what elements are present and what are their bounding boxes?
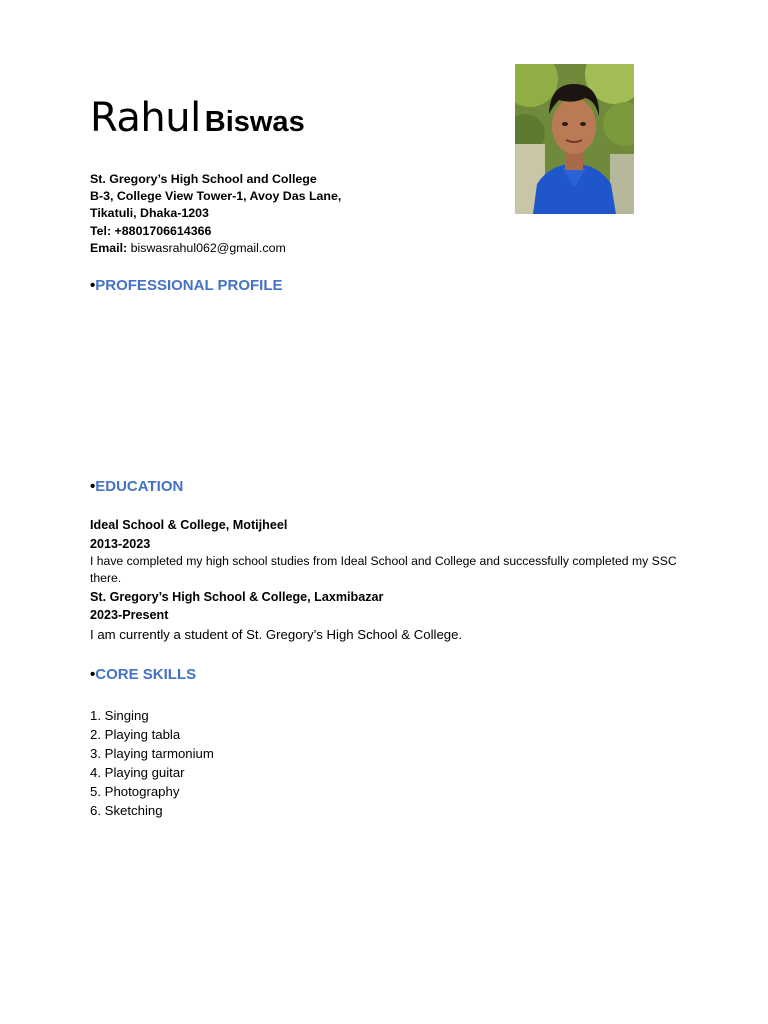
list-item: 4. Playing guitar <box>90 765 185 780</box>
first-name: Rahul <box>90 95 201 141</box>
contact-tel: Tel: +8801706614366 <box>90 223 212 238</box>
profile-photo <box>515 64 634 214</box>
section-heading-education <box>90 478 183 495</box>
last-name: Biswas <box>204 106 305 138</box>
section-heading-core-skills <box>90 666 196 683</box>
contact-address-line2: Tikatuli, Dhaka-1203 <box>90 206 209 221</box>
bullet-icon: • <box>90 478 96 495</box>
list-item: 5. Photography <box>90 784 180 799</box>
bullet-icon: • <box>90 666 96 683</box>
education-institution: Ideal School & College, Motijheel <box>90 518 288 532</box>
heading-text: CORE SKILLS <box>95 666 197 683</box>
education-institution: St. Gregory’s High School & College, Laxmibazar <box>90 589 384 604</box>
heading-text: PROFESSIONAL PROFILE <box>95 277 283 294</box>
education-list <box>90 516 680 645</box>
education-years: 2013-2023 <box>90 536 151 551</box>
contact-address-line1: B-3, College View Tower-1, Avoy Das Lane, <box>90 189 342 204</box>
contact-school: St. Gregory’s High School and College <box>90 172 317 186</box>
contact-block <box>90 171 341 257</box>
education-years: 2023-Present <box>90 608 169 623</box>
heading-text: EDUCATION <box>95 478 184 495</box>
education-description: I have completed my high school studies from Ideal School and College and successfully completed my SSC there. <box>90 554 677 586</box>
email-label: Email: <box>90 240 128 255</box>
bullet-icon: • <box>90 277 96 294</box>
education-description: I am currently a student of St. Gregory’s High School & College. <box>90 626 463 642</box>
list-item: 3. Playing tarmonium <box>90 746 214 761</box>
section-heading-professional-profile <box>90 277 283 294</box>
email-value[interactable]: biswasrahul062@gmail.com <box>130 240 286 255</box>
contact-email <box>90 240 341 257</box>
list-item: 6. Sketching <box>90 803 163 818</box>
skills-list <box>90 706 214 820</box>
list-item: 1. Singing <box>90 708 149 723</box>
list-item: 2. Playing tabla <box>90 727 181 742</box>
resume-name <box>90 95 305 141</box>
